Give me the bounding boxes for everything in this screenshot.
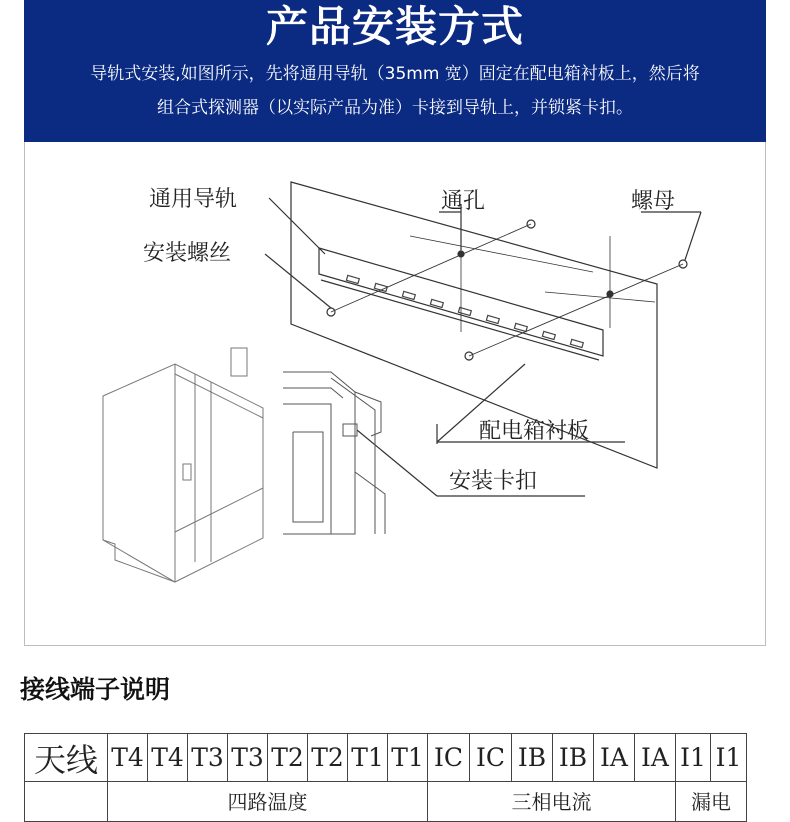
terminal-cell: T1 <box>388 734 428 782</box>
terminal-cell: T1 <box>348 734 388 782</box>
terminal-cell: IA <box>635 734 676 782</box>
label-panel: 配电箱衬板 <box>479 418 590 443</box>
terminal-table <box>24 733 747 822</box>
installation-drawing <box>25 142 767 646</box>
terminal-cell: IC <box>470 734 512 782</box>
panel-outline <box>291 182 657 468</box>
terminal-cell: T3 <box>188 734 228 782</box>
page-title: 产品安装方式 <box>265 2 524 51</box>
label-nut: 螺母 <box>631 188 676 213</box>
hole-left <box>458 251 464 257</box>
terminal-cell: I1 <box>676 734 711 782</box>
clip-detail <box>283 372 385 534</box>
description-line-1: 导轨式安装,如图所示，先将通用导轨（35mm 宽）固定在配电箱衬板上，然后将 <box>90 64 700 84</box>
label-clip: 安装卡扣 <box>449 468 538 493</box>
section-title: 接线端子说明 <box>20 675 171 704</box>
terminal-cell: IB <box>512 734 553 782</box>
terminal-cell: IC <box>428 734 470 782</box>
label-through-hole: 通孔 <box>441 188 486 213</box>
terminal-group-leakage: 漏电 <box>676 782 747 822</box>
terminal-group-current: 三相电流 <box>428 782 676 822</box>
label-screw: 安装螺丝 <box>143 240 232 265</box>
header-banner <box>24 0 766 142</box>
terminal-groups-row <box>25 782 747 822</box>
terminal-cell: T4 <box>108 734 148 782</box>
hole-right <box>607 291 613 297</box>
terminal-cell: I1 <box>711 734 747 782</box>
terminal-group-empty <box>25 782 108 822</box>
terminal-labels-row <box>25 734 747 782</box>
terminal-group-temperature: 四路温度 <box>108 782 428 822</box>
detector-body <box>103 348 263 582</box>
terminal-cell: IA <box>594 734 635 782</box>
leader-clip-2 <box>357 430 437 496</box>
terminal-cell: T2 <box>268 734 308 782</box>
terminal-cell: T2 <box>308 734 348 782</box>
installation-diagram <box>24 142 766 646</box>
terminal-antenna: 天线 <box>25 734 108 782</box>
label-rail: 通用导轨 <box>149 186 238 211</box>
terminal-cell: IB <box>553 734 594 782</box>
description-line-2: 组合式探测器（以实际产品为准）卡接到导轨上，并锁紧卡扣。 <box>157 98 633 118</box>
terminal-cell: T3 <box>228 734 268 782</box>
terminal-cell: T4 <box>148 734 188 782</box>
leader-nut-2 <box>685 212 701 260</box>
